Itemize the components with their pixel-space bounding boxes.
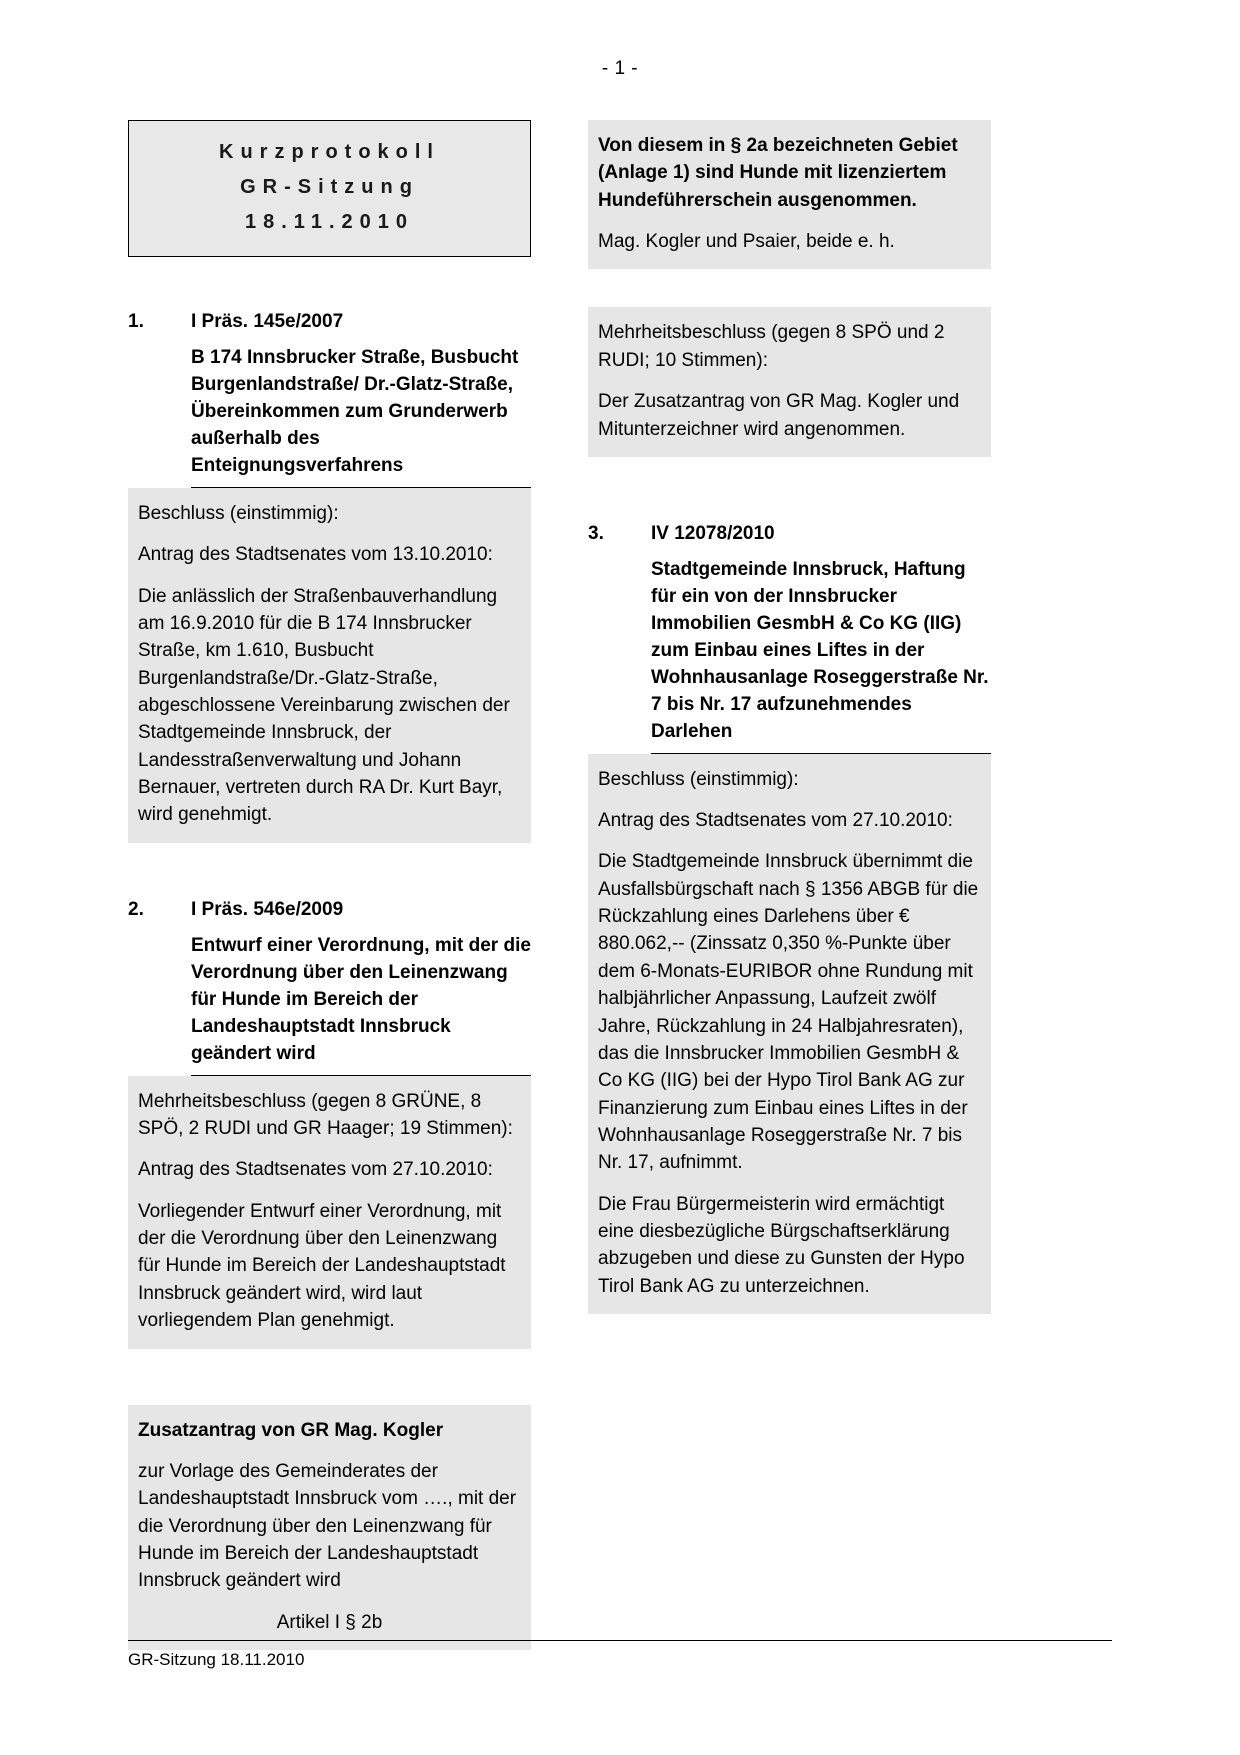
footer-text: GR-Sitzung 18.11.2010 [128, 1650, 305, 1669]
agenda-item-3-head [588, 523, 991, 545]
title-line-1: Kurzprotokoll [219, 141, 440, 163]
agenda-item-3-decision-type: Beschluss (einstimmig): [598, 768, 799, 790]
spacer-4 [588, 457, 991, 523]
agenda-item-1-head [128, 311, 531, 333]
footer-divider [128, 1640, 1112, 1641]
spacer-2 [128, 1349, 531, 1405]
agenda-item-3-body-2: Die Frau Bürgermeisterin wird ermächtigt eine diesbezügliche Bürgschaftserklärung abzugeben und diese zu Gunsten der Hypo Tirol Bank AG zu unterzeichnen. [598, 1193, 965, 1297]
agenda-item-2-decision-type: Mehrheitsbeschluss (gegen 8 GRÜNE, 8 SPÖ, 2 RUDI und GR Haager; 19 Stimmen): [138, 1090, 513, 1139]
additional-motion-result [588, 307, 991, 456]
spacer-3 [588, 269, 991, 307]
agenda-item-2-reference: I Präs. 546e/2009 [191, 898, 344, 920]
agenda-item-1-title: B 174 Innsbrucker Straße, Busbucht Burgenlandstraße/ Dr.-Glatz-Straße, Übereinkommen zum Grunderwerb außerhalb des Enteignungsverfahrens [191, 335, 531, 488]
agenda-item-1-body: Die anlässlich der Straßenbauverhandlung am 16.9.2010 für die B 174 Innsbrucker Straße, km 1.610, Busbucht Burgenlandstraße/Dr.-Glatz-Straße, abgeschlossene Vereinbarung zwischen der Stadtgemeinde Innsbruck, der Landesstraßenverwaltung und Johann Bernauer, vertreten durch RA Dr. Kurt Bayr, wird genehmigt. [138, 585, 510, 826]
additional-motion-result-type: Mehrheitsbeschluss (gegen 8 SPÖ und 2 RUDI; 10 Stimmen): [598, 322, 945, 371]
additional-motion-continuation-text: Von diesem in § 2a bezeichneten Gebiet (Anlage 1) sind Hunde mit lizenziertem Hundeführerschein ausgenommen. [598, 135, 958, 211]
protocol-title-box [128, 120, 531, 257]
agenda-item-3-number: 3. [588, 522, 604, 544]
agenda-item-1-decision-type: Beschluss (einstimmig): [138, 502, 339, 524]
agenda-item-1 [128, 311, 531, 843]
page-number: - 1 - [601, 58, 639, 79]
agenda-item-1-number: 1. [128, 311, 144, 332]
agenda-item-2-motion: Antrag des Stadtsenates vom 27.10.2010: [138, 1159, 493, 1181]
additional-motion-result-text: Der Zusatzantrag von GR Mag. Kogler und Mitunterzeichner wird angenommen. [598, 391, 960, 440]
additional-motion-text: zur Vorlage des Gemeinderates der Landeshauptstadt Innsbruck vom …., mit der die Verordnung über den Leinenzwang für Hunde im Bereich der Landeshauptstadt Innsbruck geändert wird [138, 1460, 517, 1592]
agenda-item-2-decision [128, 1076, 531, 1349]
agenda-item-3-title: Stadtgemeinde Innsbruck, Haftung für ein von der Innsbrucker Immobilien GesmbH & Co KG (IIG) zum Einbau eines Liftes in der Wohnhausanlage Roseggerstraße Nr. 7 bis Nr. 17 aufzunehmendes Darlehen [651, 547, 991, 754]
additional-motion-article: Artikel I § 2b [276, 1611, 383, 1633]
agenda-item-2-number: 2. [128, 898, 144, 920]
agenda-item-1-reference: I Präs. 145e/2007 [191, 311, 344, 332]
right-column [588, 120, 991, 1650]
agenda-item-2 [128, 899, 531, 1349]
additional-motion-signature: Mag. Kogler und Psaier, beide e. h. [598, 231, 895, 253]
agenda-item-2-title: Entwurf einer Verordnung, mit der die Verordnung über den Leinenzwang für Hunde im Bereich der Landeshauptstadt Innsbruck geändert wird [191, 923, 531, 1076]
page-footer [128, 1640, 1112, 1670]
spacer-1 [128, 843, 531, 899]
agenda-item-1-decision [128, 488, 531, 843]
agenda-item-3-motion: Antrag des Stadtsenates vom 27.10.2010: [598, 810, 953, 832]
title-line-2: GR-Sitzung [240, 176, 419, 198]
agenda-item-3-reference: IV 12078/2010 [651, 522, 775, 544]
agenda-item-3-body-1: Die Stadtgemeinde Innsbruck übernimmt die Ausfallsbürgschaft nach § 1356 ABGB für die Rückzahlung eines Darlehens über € 880.062,-- (Zinssatz 0,350 %-Punkte über dem 6-Monats-EURIBOR ohne Rundung mit halbjährlicher Anpassung, Laufzeit zwölf Jahre, Rückzahlung in 24 Halbjahresraten), das die Innsbrucker Immobilien GesmbH & Co KG (IIG) bei der Hypo Tirol Bank AG zur Finanzierung zum Einbau eines Liftes in der Wohnhausanlage Roseggerstraße Nr. 7 bis Nr. 17, aufnimmt. [598, 851, 979, 1174]
title-line-3: 18.11.2010 [245, 211, 414, 233]
agenda-item-3 [588, 523, 991, 1314]
agenda-item-3-decision [588, 754, 991, 1314]
agenda-item-1-motion: Antrag des Stadtsenates vom 13.10.2010: [138, 544, 493, 566]
additional-motion-continuation [588, 120, 991, 269]
agenda-item-2-head [128, 899, 531, 921]
additional-motion-block [128, 1405, 531, 1651]
additional-motion-heading: Zusatzantrag von GR Mag. Kogler [138, 1419, 444, 1441]
left-column [128, 120, 531, 1650]
two-column-layout [128, 120, 1112, 1650]
agenda-item-2-body: Vorliegender Entwurf einer Verordnung, mit der die Verordnung über den Leinenzwang für Hunde im Bereich der Landeshauptstadt Innsbruck geändert wird, wird laut vorliegendem Plan genehmigt. [138, 1200, 506, 1332]
